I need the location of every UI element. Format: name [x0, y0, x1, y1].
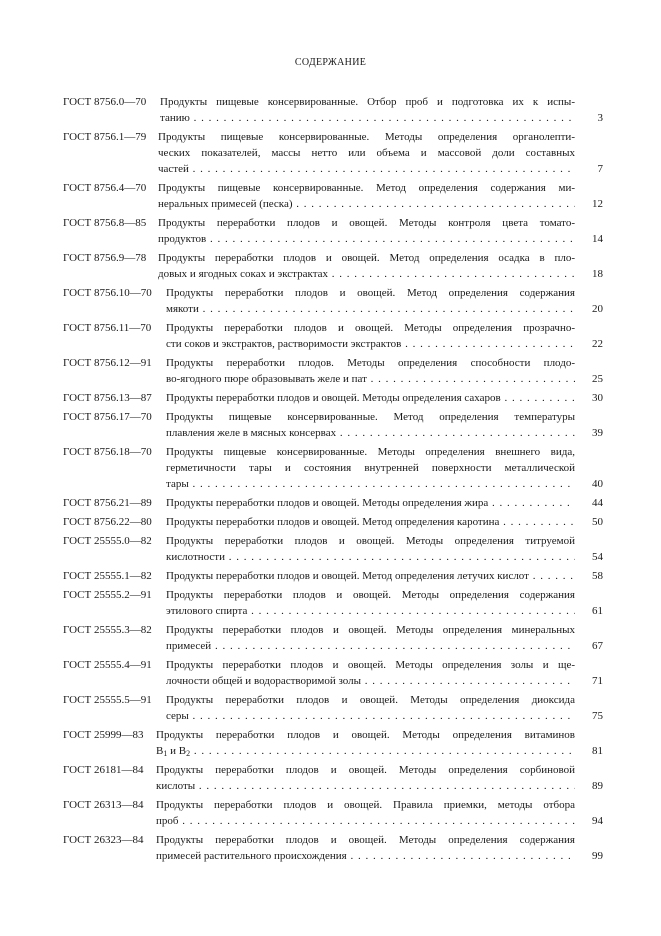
toc-line — [63, 743, 603, 759]
toc-line — [63, 250, 603, 266]
toc-line — [63, 848, 603, 864]
toc-entry — [63, 568, 603, 584]
toc-line — [63, 657, 603, 673]
standard-code: ГОСТ 25555.5—91 — [63, 694, 152, 706]
entry-title-line: Продукты переработки плодов. Методы определения способности плодо- — [166, 357, 575, 369]
entry-title-line: Продукты переработки плодов и овощей. Методы определения содержания — [156, 834, 575, 846]
standard-code: ГОСТ 26313—84 — [63, 799, 144, 811]
page-number: 99 — [592, 850, 603, 862]
page-number: 40 — [592, 478, 603, 490]
entry-title-line: Продукты переработки плодов и овощей. Метод определения осадка в пло- — [158, 252, 575, 264]
toc-line — [63, 425, 603, 441]
entry-title-line: Продукты переработки плодов и овощей. Метод определения каротина . . . — [166, 514, 575, 530]
entry-title-line: Продукты переработки плодов и овощей. Методы определения золы и ще- — [166, 659, 575, 671]
standard-code: ГОСТ 8756.9—78 — [63, 252, 147, 264]
toc-line — [63, 778, 603, 794]
entry-title-line: проб . . . — [156, 813, 575, 829]
page-number: 22 — [592, 338, 603, 350]
toc-entry — [63, 215, 603, 247]
standard-code: ГОСТ 25999—83 — [63, 729, 144, 741]
toc-entry — [63, 657, 603, 689]
entry-title-line: Продукты пищевые консервированные. Метод определения температуры — [166, 411, 575, 423]
toc-entry — [63, 355, 603, 387]
page-number: 3 — [597, 112, 603, 124]
entry-title-line: Продукты переработки плодов и овощей. Метод определения содержания — [166, 287, 575, 299]
toc-line — [63, 355, 603, 371]
toc-entry — [63, 533, 603, 565]
entry-title-line: Продукты переработки плодов и овощей. Методы определения минеральных — [166, 624, 575, 636]
page-number: 50 — [592, 516, 603, 528]
entry-title-line: неральных примесей (песка) . . . — [158, 196, 575, 212]
toc-line — [63, 533, 603, 549]
page-number: 20 — [592, 303, 603, 315]
toc-line — [63, 460, 603, 476]
entry-title-line: Продукты переработки плодов и овощей. Метод определения летучих кислот . . . — [166, 568, 575, 584]
toc-entry — [63, 514, 603, 530]
entry-title-line: Продукты переработки плодов и овощей. Методы определения титруемой — [166, 535, 575, 547]
toc-line — [63, 568, 603, 584]
entry-title-line: Продукты пищевые консервированные. Отбор проб и подготовка их к испы- — [160, 96, 575, 108]
standard-code: ГОСТ 25555.0—82 — [63, 535, 152, 547]
toc-entry — [63, 495, 603, 511]
entry-title-line: танию . . . — [160, 110, 575, 126]
toc-line — [63, 813, 603, 829]
toc-line — [63, 622, 603, 638]
toc-line — [63, 145, 603, 161]
toc-line — [63, 549, 603, 565]
toc-line — [63, 832, 603, 848]
entry-title-line: лочности общей и водорастворимой золы . . . — [166, 673, 575, 689]
standard-code: ГОСТ 8756.12—91 — [63, 357, 152, 369]
toc-entry — [63, 320, 603, 352]
toc-line — [63, 94, 603, 110]
toc-entry — [63, 180, 603, 212]
entry-title-line: плавления желе в мясных консервах . . . — [166, 425, 575, 441]
toc-line — [63, 336, 603, 352]
toc-entry — [63, 727, 603, 759]
entry-title-line: Продукты переработки плодов и овощей. Методы определения содержания — [166, 589, 575, 601]
toc-entry — [63, 94, 603, 126]
entry-title-line: тары . . . — [166, 476, 575, 492]
standard-code: ГОСТ 8756.17—70 — [63, 411, 152, 423]
toc-entry — [63, 692, 603, 724]
toc-entry — [63, 285, 603, 317]
table-of-contents — [63, 94, 603, 867]
entry-title-line: $В_1$ и $В_2$ . . . — [156, 743, 575, 762]
entry-title-line: примесей . . . — [166, 638, 575, 654]
entry-title-line: примесей растительного происхождения . . . — [156, 848, 575, 864]
standard-code: ГОСТ 8756.8—85 — [63, 217, 147, 229]
toc-line — [63, 638, 603, 654]
toc-line — [63, 129, 603, 145]
entry-title-line: сти соков и экстрактов, растворимости экстрактов . . . — [166, 336, 575, 352]
standard-code: ГОСТ 25555.3—82 — [63, 624, 152, 636]
entry-title-line: Продукты переработки плодов и овощей. Методы определения сорбиновой — [156, 764, 575, 776]
standard-code: ГОСТ 8756.13—87 — [63, 392, 152, 404]
page-number: 14 — [592, 233, 603, 245]
toc-line — [63, 215, 603, 231]
page-number: 30 — [592, 392, 603, 404]
page-number: 12 — [592, 198, 603, 210]
entry-title-line: Продукты переработки плодов и овощей. Правила приемки, методы отбора — [156, 799, 575, 811]
standard-code: ГОСТ 25555.1—82 — [63, 570, 152, 582]
toc-line — [63, 110, 603, 126]
toc-line — [63, 231, 603, 247]
page-number: 81 — [592, 745, 603, 757]
toc-line — [63, 371, 603, 387]
entry-title-line: мякоти . . . — [166, 301, 575, 317]
toc-line — [63, 495, 603, 511]
page-number: 18 — [592, 268, 603, 280]
toc-line — [63, 285, 603, 301]
toc-entry — [63, 129, 603, 177]
page-number: 54 — [592, 551, 603, 563]
toc-entry — [63, 762, 603, 794]
entry-title-line: во-ягодного пюре образовывать желе и пат . . . — [166, 371, 575, 387]
toc-entry — [63, 390, 603, 406]
toc-line — [63, 320, 603, 336]
standard-code: ГОСТ 8756.22—80 — [63, 516, 152, 528]
page-number: 7 — [597, 163, 603, 175]
toc-line — [63, 587, 603, 603]
toc-line — [63, 708, 603, 724]
entry-title-line: кислоты . . . — [156, 778, 575, 794]
toc-line — [63, 266, 603, 282]
page-number: 25 — [592, 373, 603, 385]
standard-code: ГОСТ 8756.18—70 — [63, 446, 152, 458]
toc-line — [63, 301, 603, 317]
toc-line — [63, 180, 603, 196]
toc-line — [63, 673, 603, 689]
standard-code: ГОСТ 8756.10—70 — [63, 287, 152, 299]
toc-line — [63, 514, 603, 530]
standard-code: ГОСТ 8756.4—70 — [63, 182, 147, 194]
entry-title-line: кислотности . . . — [166, 549, 575, 565]
page-number: 58 — [592, 570, 603, 582]
page-number: 44 — [592, 497, 603, 509]
standard-code: ГОСТ 8756.21—89 — [63, 497, 152, 509]
entry-title-line: продуктов . . . — [158, 231, 575, 247]
entry-title-line: Продукты переработки плодов и овощей. Методы определения витаминов — [156, 729, 575, 741]
page-number: 89 — [592, 780, 603, 792]
page-number: 67 — [592, 640, 603, 652]
toc-line — [63, 727, 603, 743]
entry-title-line: Продукты пищевые консервированные. Методы определения органолепти- — [158, 131, 575, 143]
toc-entry — [63, 622, 603, 654]
toc-entry — [63, 444, 603, 492]
standard-code: ГОСТ 8756.0—70 — [63, 96, 147, 108]
page-number: 94 — [592, 815, 603, 827]
toc-line — [63, 476, 603, 492]
entry-title-line: Продукты переработки плодов и овощей. Методы определения диоксида — [166, 694, 575, 706]
page-number: 71 — [592, 675, 603, 687]
standard-code: ГОСТ 26323—84 — [63, 834, 144, 846]
entry-title-line: этилового спирта . . . — [166, 603, 575, 619]
entry-title-line: Продукты переработки плодов и овощей. Методы контроля цвета томато- — [158, 217, 575, 229]
entry-title-line: Продукты пищевые консервированные. Методы определения внешнего вида, — [166, 446, 575, 458]
page-number: 75 — [592, 710, 603, 722]
entry-title-line: ческих показателей, массы нетто или объема и массовой доли составных — [158, 147, 575, 159]
page-title: СОДЕРЖАНИЕ — [294, 57, 367, 68]
toc-line — [63, 196, 603, 212]
entry-title-line: довых и ягодных соках и экстрактах . . . — [158, 266, 575, 282]
toc-line — [63, 409, 603, 425]
entry-title-line: герметичности тары и состояния внутренней поверхности металлической — [166, 462, 575, 474]
toc-line — [63, 161, 603, 177]
page-number: 61 — [592, 605, 603, 617]
entry-title-line: Продукты пищевые консервированные. Метод определения содержания ми- — [158, 182, 575, 194]
toc-line — [63, 390, 603, 406]
toc-line — [63, 444, 603, 460]
toc-entry — [63, 587, 603, 619]
toc-line — [63, 797, 603, 813]
page-number: 39 — [592, 427, 603, 439]
entry-title-line: Продукты переработки плодов и овощей. Методы определения жира . . . — [166, 495, 575, 511]
standard-code: ГОСТ 8756.11—70 — [63, 322, 152, 334]
standard-code: ГОСТ 8756.1—79 — [63, 131, 147, 143]
entry-title-line: Продукты переработки плодов и овощей. Методы определения прозрачно- — [166, 322, 575, 334]
toc-entry — [63, 409, 603, 441]
toc-line — [63, 762, 603, 778]
toc-entry — [63, 250, 603, 282]
toc-entry — [63, 832, 603, 864]
entry-title-line: серы . . . — [166, 708, 575, 724]
standard-code: ГОСТ 25555.4—91 — [63, 659, 152, 671]
entry-title-line: Продукты переработки плодов и овощей. Методы определения сахаров . . . — [166, 390, 575, 406]
toc-entry — [63, 797, 603, 829]
standard-code: ГОСТ 26181—84 — [63, 764, 144, 776]
entry-title-line: частей . . . — [158, 161, 575, 177]
toc-line — [63, 692, 603, 708]
standard-code: ГОСТ 25555.2—91 — [63, 589, 152, 601]
toc-line — [63, 603, 603, 619]
